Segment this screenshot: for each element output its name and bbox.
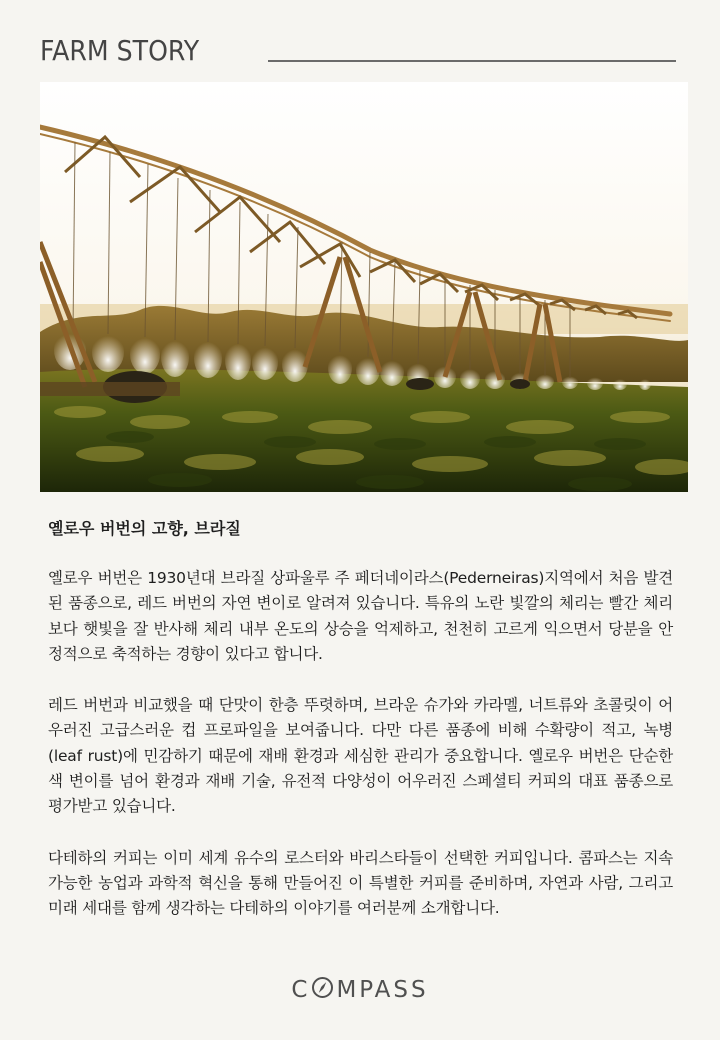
header-divider [268, 60, 676, 62]
page-title: FARM STORY [40, 34, 200, 67]
page-header [40, 30, 680, 74]
compass-logo [0, 977, 720, 1003]
article-title: 옐로우 버번의 고향, 브라질 [48, 519, 241, 538]
compass-icon [312, 977, 333, 998]
logo-wordmark [291, 977, 428, 1003]
article-paragraph-2: 레드 버번과 비교했을 때 단맛이 한층 뚜렷하며, 브라운 슈가와 카라멜, 너트류와 초콜릿이 어우러진 고급스러운 컵 프로파일을 보여줍니다. 다만 다른 품종에 비해 수확량이 적고, 녹병(leaf rust)에 민감하기 때문에 재배 환경과 세심한 관리가 중요합니다. 옐로우 버번은 단순한 색 변이를 넘어 환경과 재배 기술, 유전적 다양성이 어우러진 스페셜티 커피의 대표 품종으로 평가받고 있습니다. [48, 696, 673, 816]
logo-letters-mpass: MPASS [336, 977, 429, 1003]
article-paragraph-3: 다테하의 커피는 이미 세계 유수의 로스터와 바리스타들이 선택한 커피입니다. 콤파스는 지속 가능한 농업과 과학적 혁신을 통해 만들어진 이 특별한 커피를 준비하며, 자연과 사람, 그리고 미래 세대를 함께 생각하는 다테하의 이야기를 여러분께 소개합니다. [48, 848, 673, 918]
farm-irrigation-photo [40, 82, 688, 492]
logo-letter-c: C [291, 977, 311, 1003]
irrigation-illustration [40, 82, 688, 492]
article-body [48, 566, 673, 948]
article-paragraph-1: 옐로우 버번은 1930년대 브라질 상파울루 주 페더네이라스(Pederneiras)지역에서 처음 발견된 품종으로, 레드 버번의 자연 변이로 알려져 있습니다. 특유의 노란 빛깔의 체리는 빨간 체리보다 햇빛을 잘 반사해 체리 내부 온도의 상승을 억제하고, 천천히 고르게 익으면서 당분을 안정적으로 축적하는 경향이 있다고 합니다. [48, 569, 673, 663]
